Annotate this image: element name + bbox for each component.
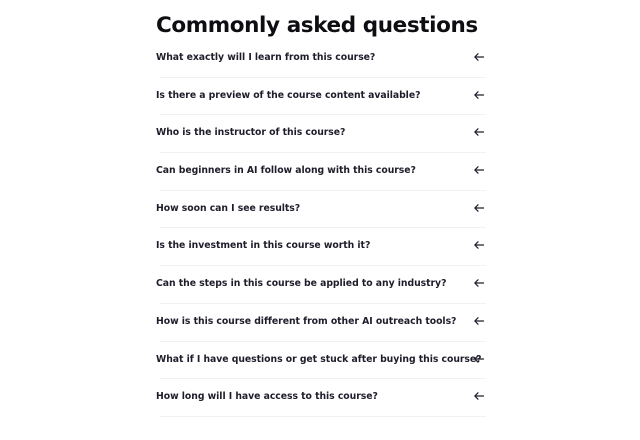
faq-item[interactable]: [156, 342, 486, 380]
faq-title: Commonly asked questions: [156, 13, 478, 38]
faq-item[interactable]: [156, 266, 486, 304]
faq-question: How long will I have access to this course?: [156, 391, 378, 403]
faq-item[interactable]: [156, 153, 486, 191]
faq-question: Is the investment in this course worth it?: [156, 240, 371, 252]
faq-question: What exactly will I learn from this course?: [156, 52, 376, 63]
arrow-left-icon[interactable]: [473, 315, 485, 327]
faq-item[interactable]: [156, 228, 486, 266]
arrow-left-icon[interactable]: [473, 390, 485, 402]
faq-question: How soon can I see results?: [156, 202, 301, 214]
faq-item[interactable]: [156, 78, 486, 116]
faq-item[interactable]: [156, 191, 486, 229]
faq-item[interactable]: [156, 304, 486, 342]
faq-item[interactable]: [156, 115, 486, 153]
arrow-left-icon[interactable]: [473, 353, 485, 365]
faq-list: [156, 40, 486, 417]
arrow-left-icon[interactable]: [473, 51, 485, 63]
arrow-left-icon[interactable]: [473, 202, 485, 214]
faq-item[interactable]: [156, 40, 486, 78]
faq-question: Who is the instructor of this course?: [156, 127, 346, 139]
faq-question: Is there a preview of the course content available?: [156, 89, 421, 101]
faq-item[interactable]: [156, 379, 486, 417]
faq-question: What if I have questions or get stuck after buying this course?: [156, 353, 482, 365]
arrow-left-icon[interactable]: [473, 277, 485, 289]
arrow-left-icon[interactable]: [473, 164, 485, 176]
arrow-left-icon[interactable]: [473, 89, 485, 101]
arrow-left-icon[interactable]: [473, 239, 485, 251]
arrow-left-icon[interactable]: [473, 126, 485, 138]
faq-question: Can beginners in AI follow along with this course?: [156, 165, 416, 177]
faq-question: How is this course different from other AI outreach tools?: [156, 315, 457, 327]
faq-question: Can the steps in this course be applied to any industry?: [156, 278, 447, 290]
